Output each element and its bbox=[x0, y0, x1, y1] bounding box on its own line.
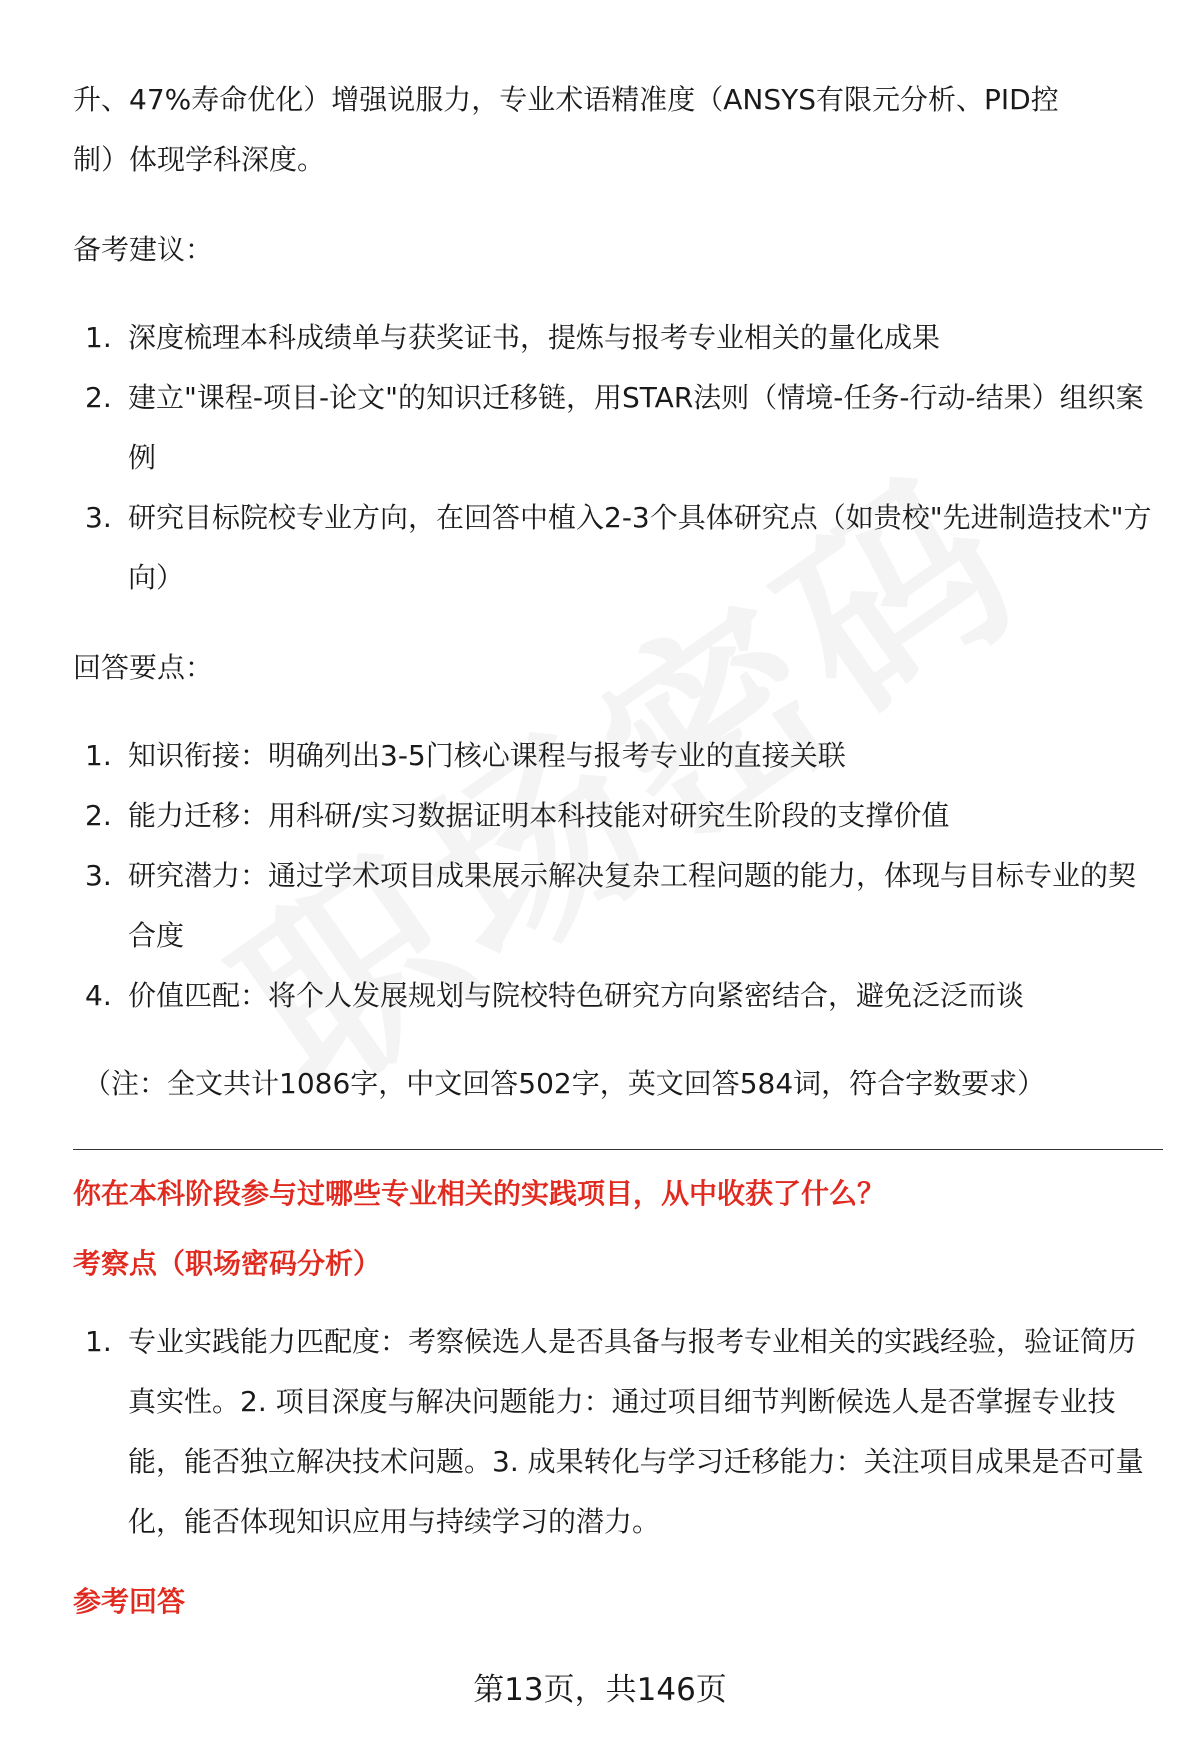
list-item bbox=[73, 846, 1163, 966]
page-content bbox=[73, 70, 1163, 1632]
list-item bbox=[73, 966, 1163, 1026]
page-number: 第13页，共146页 bbox=[473, 1672, 727, 1708]
list-item bbox=[73, 726, 1163, 786]
list-number: 2. bbox=[85, 381, 112, 414]
list-text: 研究目标院校专业方向，在回答中植入2-3个具体研究点（如贵校"先进制造技术"方向） bbox=[128, 501, 1152, 594]
points-label: 回答要点： bbox=[73, 651, 214, 684]
list-text: 能力迁移：用科研/实习数据证明本科技能对研究生阶段的支撑价值 bbox=[128, 799, 950, 832]
list-item bbox=[73, 1312, 1163, 1552]
section-divider bbox=[73, 1149, 1163, 1150]
list-number: 3. bbox=[85, 501, 112, 534]
question-subtitle: 考察点（职场密码分析） bbox=[73, 1247, 382, 1280]
list-text: 专业实践能力匹配度：考察候选人是否具备与报考专业相关的实践经验，验证简历真实性。2. 项目深度与解决问题能力：通过项目细节判断候选人是否掌握专业技能，能否独立解决技术问题。3. 成果转化与学习迁移能力：关注项目成果是否可量化，能否体现知识应用与持续学习的潜力。 bbox=[128, 1325, 1144, 1538]
list-text: 知识衔接：明确列出3-5门核心课程与报考专业的直接关联 bbox=[128, 739, 846, 772]
prep-label: 备考建议： bbox=[73, 233, 214, 266]
list-text: 研究潜力：通过学术项目成果展示解决复杂工程问题的能力，体现与目标专业的契合度 bbox=[128, 859, 1137, 952]
list-number: 2. bbox=[85, 799, 112, 832]
list-text: 价值匹配：将个人发展规划与院校特色研究方向紧密结合，避免泛泛而谈 bbox=[128, 979, 1025, 1012]
question-title: 你在本科阶段参与过哪些专业相关的实践项目，从中收获了什么？ bbox=[73, 1177, 886, 1210]
list-item bbox=[73, 308, 1163, 368]
intro-line-1: 升、47%寿命优化）增强说服力，专业术语精准度（ANSYS有限元分析、PID控 bbox=[73, 83, 1059, 116]
list-number: 1. bbox=[85, 321, 112, 354]
list-item bbox=[73, 786, 1163, 846]
list-text: 建立"课程-项目-论文"的知识迁移链，用STAR法则（情境-任务-行动-结果）组织案例 bbox=[128, 381, 1144, 474]
intro-line-2: 制）体现学科深度。 bbox=[73, 143, 326, 176]
list-number: 3. bbox=[85, 859, 112, 892]
list-item bbox=[73, 368, 1163, 488]
list-number: 1. bbox=[85, 739, 112, 772]
list-text: 深度梳理本科成绩单与获奖证书，提炼与报考专业相关的量化成果 bbox=[128, 321, 941, 354]
reference-answer-title: 参考回答 bbox=[73, 1585, 186, 1618]
points-list bbox=[73, 726, 1163, 1026]
prep-list bbox=[73, 308, 1163, 608]
question-points-list bbox=[73, 1312, 1163, 1552]
list-number: 4. bbox=[85, 979, 112, 1012]
word-count-note: （注：全文共计1086字，中文回答502字，英文回答584词，符合字数要求） bbox=[83, 1067, 1046, 1100]
list-number: 1. bbox=[85, 1325, 112, 1358]
list-item bbox=[73, 488, 1163, 608]
